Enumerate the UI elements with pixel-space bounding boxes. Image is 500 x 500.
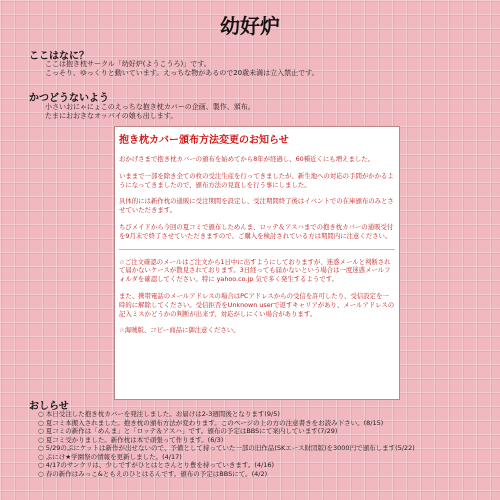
news-item: ○ ぷにけ★学園祭の情報を更新しました。(4/17) — [38, 453, 415, 462]
activity-line: たまにおおきなオッパイの娘も出します。 — [45, 112, 178, 120]
news-item: ○ 夏コミ本搬入されました。抱き枕の頒布方法が変わります。このページの上の方の注意書きをお読み下さい。(8/15) — [38, 419, 415, 428]
notice-divider — [119, 249, 395, 250]
notice-body — [119, 155, 395, 343]
notice-paragraph: ☆ご注文確認のメールはご注文から1日中に出すようにしておりますが、迷惑メールと判断されて届かないケースが散見されております。3日経っても届かないという場合は一度迷惑メールフォルダを確認してください。特に yahoo.co.jp 気で多く発生するようです。 — [119, 257, 391, 284]
news-item: ○ 夏コミの新作は「めんま」と「ロッテ＆アスハ」です。頒布の予定はBBSにて案内しています(7/29) — [38, 427, 415, 436]
news-item: ○ 5/29のぷにケットは新作が出せないので、予備として持っていた一部の旧作品(SKエース財団版)を3000円で頒布します(5/22) — [38, 444, 415, 453]
notice-paragraph: ☆海賊版、コピー商品に御注意ください。 — [119, 326, 240, 335]
notice-box — [114, 126, 400, 400]
notice-paragraph: おかげさまで抱き枕カバーの頒布を始めてから8年が経過し、60種近くにも増えました。 — [119, 155, 375, 163]
notice-paragraph: ちびメイドから今回の夏コミで頒布しためんま、ロッテ＆アスハまでの抱き枕カバーの通販受付を9月末で終了させていただきますので、ご購入を検討されている方は期間内に注意ください。 — [119, 222, 394, 240]
news-item: ○ 夏コミ受かりました。新作枕は本で頑張って作ります。(6/3) — [38, 436, 415, 445]
activity-line: 小さいおにゃにょこのえっちな抱き枕カバーの企画、製作、頒布。 — [45, 103, 255, 111]
site-title: 幼好炉 — [220, 14, 280, 38]
news-item: ○ 4/17のサンクリは、少しですがひとはとさんとり豊を持っていきます。(4/16) — [38, 461, 415, 470]
news-item: ○ 本日受注した抱き枕カバーを発注しました。お届けは2-3週間後となります(9/5) — [38, 410, 415, 419]
notice-paragraph: 具体的には新作枕の通販に受注期間を設定し、受注期間終了後はイベントでの在庫頒布のみとさせていただきます。 — [119, 197, 394, 215]
activity-text — [45, 103, 255, 121]
notice-paragraph: いままで一部を除き全ての枚の受注生産を行ってきましたが、新生地への対応の手間がかかるようになってきましたので、頒布方法の見直しを行う事にしました。 — [119, 171, 394, 189]
about-heading: ここはなに？ — [29, 51, 89, 62]
news-item: ○ 春の新作はみっこ&ともえのひとはるんです。頒布の予定はBBSにて。(4/2) — [38, 470, 415, 479]
about-line: こっそり、ゆっくりと動いています。えっちな物があるので20歳未満は立入禁止です。 — [45, 69, 319, 77]
news-list — [38, 410, 415, 478]
notice-paragraph: また、携帯電話のメールアドレスの場合はPCアドレスからの受信を許可したり、受信設定を一時的に解除してください。受信拒否をUnknown userで返すキャリアがあり、メールアドレスの記入ミスかどうかの判断が出来ず、対応がしにくい場合があります。 — [119, 291, 395, 318]
news-heading: おしらせ — [29, 401, 69, 412]
notice-title: 抱き枕カバー頒布方法変更のお知らせ — [119, 135, 289, 146]
about-line: ここは抱き枕サークル「幼好炉(ようこうろ)」です。 — [45, 60, 211, 68]
about-text — [45, 60, 319, 78]
activity-heading: かつどうないよう — [29, 93, 109, 104]
